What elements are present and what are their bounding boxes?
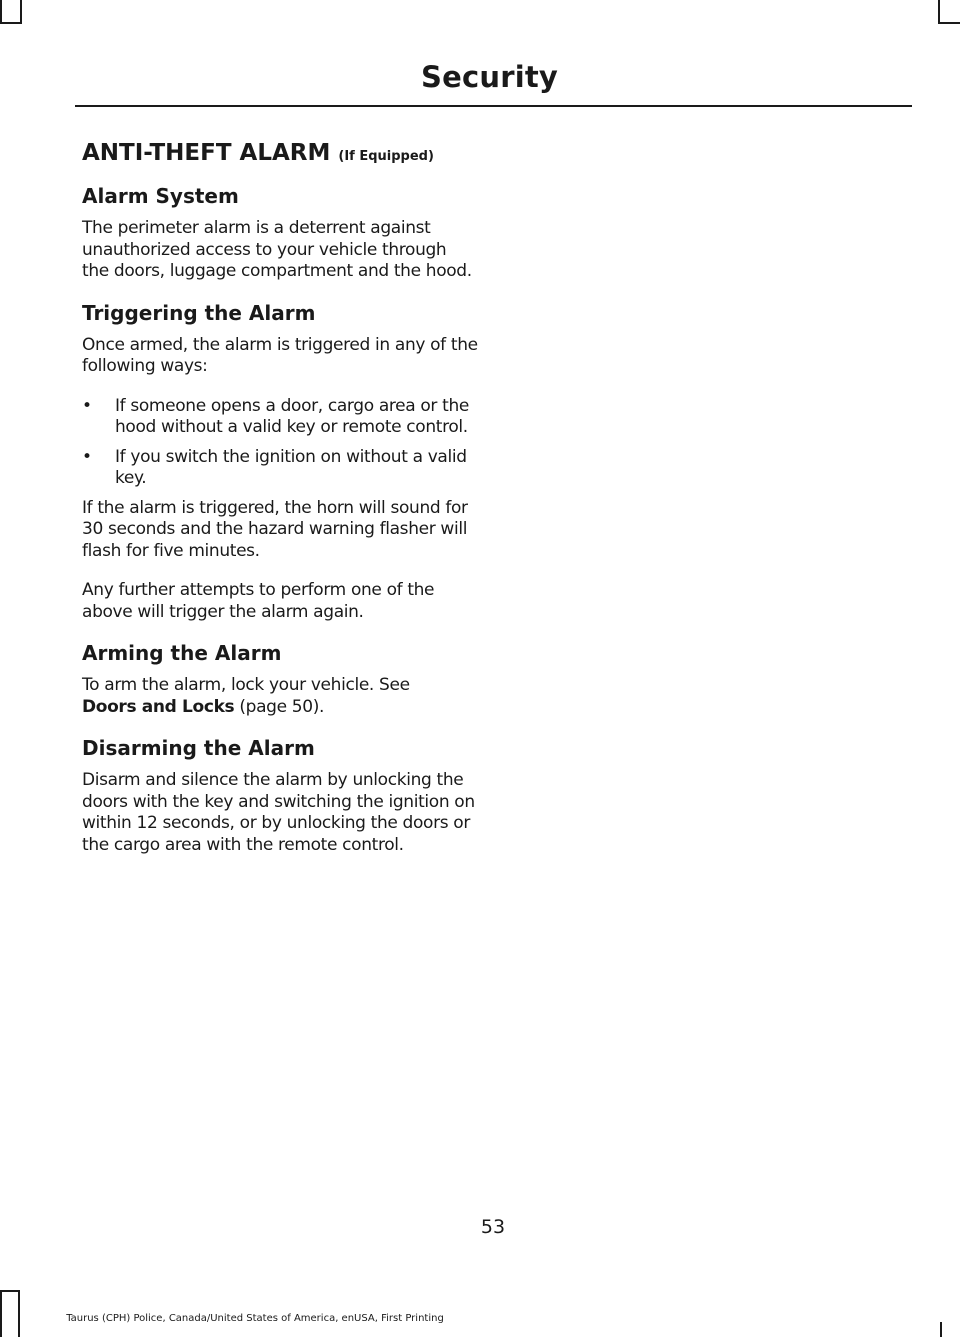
- crop-mark: [938, 0, 940, 24]
- bullet: •: [82, 395, 92, 416]
- section-title: ANTI-THEFT ALARM: [82, 140, 331, 166]
- triggering-heading: Triggering the Alarm: [82, 300, 316, 325]
- trigger-list: [82, 396, 478, 490]
- list-item-text: If you switch the ignition on without a valid key.: [115, 446, 467, 488]
- section-heading: [82, 140, 478, 166]
- disarming-text: Disarm and silence the alarm by unlocking the doors with the key and switching the ignition on within 12 seconds, or by unlocking the doors or the cargo area with the remote control.: [82, 770, 475, 855]
- arming-text: [82, 675, 478, 718]
- alarm-system-heading: Alarm System: [82, 184, 239, 208]
- list-item: [82, 447, 478, 490]
- arming-text-before: To arm the alarm, lock your vehicle. See: [82, 675, 410, 695]
- page-number: 53: [480, 1216, 506, 1238]
- crop-mark: [0, 22, 22, 24]
- arming-text-after: (page 50).: [234, 696, 325, 717]
- header-divider: [75, 105, 912, 107]
- triggering-intro: Once armed, the alarm is triggered in any of the following ways:: [82, 334, 478, 376]
- triggering-result: If the alarm is triggered, the horn will sound for 30 seconds and the hazard warning flasher will flash for five minutes.: [82, 497, 468, 561]
- bullet: •: [82, 446, 92, 467]
- triggering-further: Any further attempts to perform one of the above will trigger the alarm again.: [82, 580, 435, 622]
- arming-heading: Arming the Alarm: [82, 641, 282, 665]
- crop-mark: [940, 1322, 942, 1337]
- crop-mark: [20, 0, 22, 24]
- footer-text: Taurus (CPH) Police, Canada/United States of America, enUSA, First Printing: [66, 1313, 444, 1324]
- disarming-heading: Disarming the Alarm: [82, 736, 315, 760]
- crop-mark: [0, 0, 2, 24]
- section-title-note: (If Equipped): [338, 149, 434, 164]
- alarm-system-text: The perimeter alarm is a deterrent against unauthorized access to your vehicle through the doors, luggage compartment and the hood.: [82, 218, 472, 281]
- main-column: [82, 140, 478, 874]
- page-title: Security: [421, 60, 558, 94]
- list-item-text: If someone opens a door, cargo area or the hood without a valid key or remote control.: [115, 395, 469, 437]
- crop-mark: [938, 22, 960, 24]
- list-item: [82, 396, 478, 439]
- doors-and-locks-link[interactable]: Doors and Locks: [82, 696, 235, 717]
- crop-mark: [0, 1290, 20, 1292]
